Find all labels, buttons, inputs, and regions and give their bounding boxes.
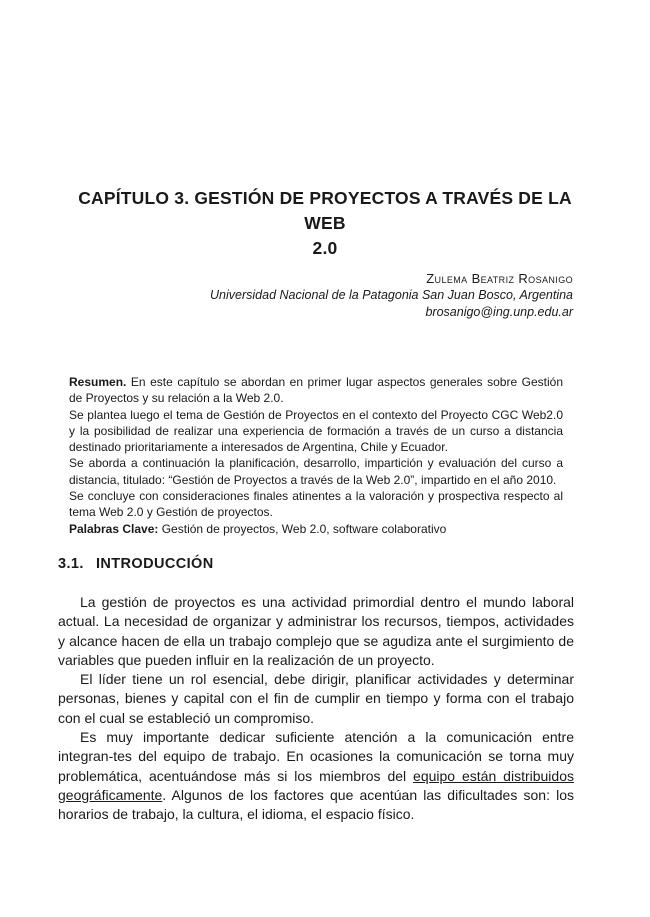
chapter-title-line-1: CAPÍTULO 3. GESTIÓN DE PROYECTOS A TRAVÉS DE LA WEB	[78, 188, 572, 233]
chapter-title-line-2: 2.0	[312, 238, 338, 258]
body-text	[58, 593, 574, 825]
section-title: INTRODUCCIÓN	[96, 556, 214, 572]
abstract-paragraph-3: Se aborda a continuación la planificación, desarrollo, impartición y evaluación del curso a distancia, titulado: “Gestión de Proyectos a través de la Web 2.0”, impartido en el año 2010.	[69, 456, 563, 487]
abstract-sentence-1: En este capítulo se abordan en primer lugar aspectos generales sobre Gestión de Proyectos y su relación a la Web 2.0.	[69, 375, 563, 406]
keywords-line	[69, 521, 563, 537]
section-heading	[58, 556, 214, 572]
body-paragraph-2: El líder tiene un rol esencial, debe dirigir, planificar actividades y determinar personas, bienes y capital con el fin de cumplir en tiempo y forma con el trabajo con el cual se estableció un compromiso.	[58, 671, 574, 726]
body-paragraph-1: La gestión de proyectos es una actividad primordial dentro el mundo laboral actual. La necesidad de organizar y administrar los recursos, tiempos, actividades y alcance hacen de ella un trabajo complejo que se agudiza ante el surgimiento de variables que pueden influir en la realización de un proyecto.	[58, 594, 574, 668]
abstract-paragraph-1	[69, 374, 563, 407]
body-paragraph-3-start: Es muy importante dedicar suficiente atención a la comunicación entre integran-tes del equipo de trabajo. En ocasiones la comunicación se torna muy problemática, acentuándose más si los miembros del	[58, 729, 574, 784]
abstract-paragraph-2: Se plantea luego el tema de Gestión de Proyectos en el contexto del Proyecto CGC Web2.0 y la posibilidad de realizar una experiencia de formación a través de un curso a distancia destinado prioritariamente a interesados de Argentina, Chile y Ecuador.	[69, 407, 563, 455]
author-name: Zulema Beatriz Rosanigo	[426, 271, 573, 286]
author-block	[153, 270, 573, 321]
abstract-paragraph-4: Se concluye con consideraciones finales atinentes a la valoración y prospectiva respecto al tema Web 2.0 y Gestión de proyectos.	[69, 489, 563, 520]
section-number: 3.1.	[58, 556, 84, 572]
author-email: brosanigo@ing.unp.edu.ar	[425, 305, 573, 319]
keywords-text: Gestión de proyectos, Web 2.0, software colaborativo	[158, 521, 447, 536]
keywords-label: Palabras Clave:	[69, 521, 159, 536]
abstract-label: Resumen.	[69, 375, 127, 389]
abstract	[69, 374, 563, 537]
chapter-title	[60, 186, 590, 261]
author-affiliation: Universidad Nacional de la Patagonia San Juan Bosco, Argentina	[210, 288, 573, 302]
underlined-phrase: equipo están distribuidos geográficamente	[58, 767, 574, 803]
body-paragraph-3-end: . Algunos de los factores que acentúan las dificultades son: los horarios de trabajo, la cultura, el idioma, el espacio físico.	[58, 786, 574, 823]
body-paragraph-3	[58, 728, 574, 824]
